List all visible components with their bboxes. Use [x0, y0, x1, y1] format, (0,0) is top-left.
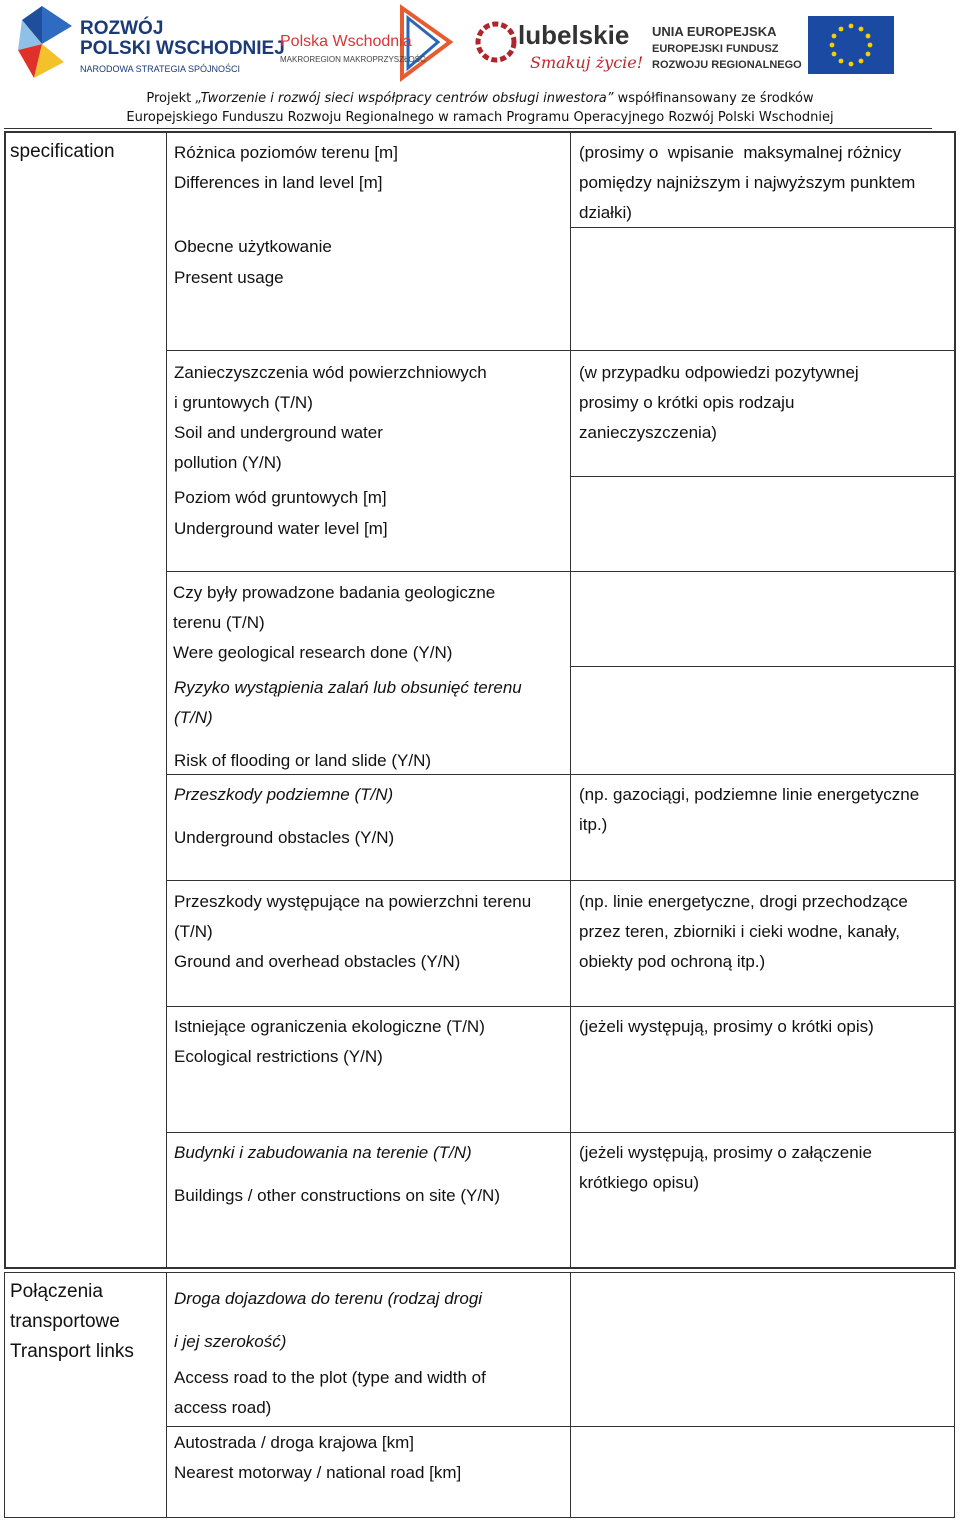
section-specification: specification — [10, 141, 115, 162]
row-water-level-en: Underground water level [m] — [174, 519, 388, 538]
row-flood-en: Risk of flooding or land slide (Y/N) — [174, 751, 432, 770]
row-level-diff-pl: Różnica poziomów terenu [m] — [174, 143, 398, 162]
row-access-road-en: Access road to the plot (type and width of access road) — [174, 1368, 486, 1417]
ue-line2: EUROPEJSKI FUNDUSZ — [652, 43, 779, 55]
row-access-road-pl: Droga dojazdowa do terenu (rodzaj drogi i jej szerokość) — [174, 1289, 483, 1351]
row-geology: Czy były prowadzone badania geologiczne terenu (T/N) Were geological research done (Y/N) — [173, 583, 496, 662]
row-surface-obstacles: Przeszkody występujące na powierzchni terenu (T/N) Ground and overhead obstacles (Y/N) — [174, 892, 532, 971]
project-line-2: Europejskiego Funduszu Rozwoju Regionalnego w ramach Programu Operacyjnego Rozwój Polski Wschodniej — [126, 110, 834, 125]
row-buildings-pl: Budynki i zabudowania na terenie (T/N) — [174, 1143, 472, 1162]
lubelskie-title: lubelskie — [518, 20, 630, 50]
row-underground-obstacles-note: (np. gazociągi, podziemne linie energetyczne itp.) — [579, 785, 920, 834]
row-water-level-pl: Poziom wód gruntowych [m] — [174, 488, 387, 507]
row-pollution: Zanieczyszczenia wód powierzchniowych i gruntowych (T/N) Soil and underground water pollution (Y/N) — [174, 363, 487, 472]
row-usage-en: Present usage — [174, 268, 284, 287]
unia-europejska-logo — [648, 6, 898, 80]
pw-subtitle: MAKROREGION MAKROPRZYSZŁOŚĆ — [280, 55, 426, 64]
row-underground-obstacles-pl: Przeszkody podziemne (T/N) — [174, 785, 394, 804]
row-buildings-note: (jeżeli występują, prosimy o załączenie krótkiego opisu) — [579, 1143, 872, 1192]
row-pollution-note: (w przypadku odpowiedzi pozytywnej prosimy o krótki opis rodzaju zanieczyszczenia) — [579, 363, 859, 442]
row-usage-pl: Obecne użytkowanie — [174, 237, 332, 256]
row-buildings-en: Buildings / other constructions on site (Y/N) — [174, 1186, 500, 1205]
rpw-subtitle: NARODOWA STRATEGIA SPÓJNOŚCI — [80, 64, 241, 74]
row-level-diff-note: (prosimy o wpisanie maksymalnej różnicy pomiędzy najniższym i najwyższym punktem działki) — [579, 143, 916, 222]
rpw-title: ROZWÓJ POLSKI WSCHODNIEJ — [80, 18, 285, 59]
section-transport: Połączenia transportowe Transport links — [10, 1281, 134, 1362]
rozwoj-polski-wschodniej-logo — [14, 6, 285, 80]
row-flood-pl: Ryzyko wystąpienia zalań lub obsunięć terenu (T/N) — [174, 678, 522, 727]
polska-wschodnia-logo — [278, 6, 458, 80]
lubelskie-logo — [476, 6, 644, 80]
lubelskie-slogan: Smakuj życie! — [530, 53, 644, 72]
pw-title: Polska Wschodnia — [280, 33, 412, 50]
header-logos — [0, 0, 960, 88]
ue-title: UNIA EUROPEJSKA — [652, 24, 777, 39]
row-level-diff-en: Differences in land level [m] — [174, 173, 383, 192]
row-underground-obstacles-en: Underground obstacles (Y/N) — [174, 828, 395, 847]
row-ecological: Istniejące ograniczenia ekologiczne (T/N) Ecological restrictions (Y/N) — [174, 1017, 485, 1066]
row-motorway: Autostrada / droga krajowa [km] Nearest motorway / national road [km] — [174, 1433, 462, 1482]
project-line-1: Projekt „Tworzenie i rozwój sieci współpracy centrów obsługi inwestora” współfinansowany ze środków — [146, 91, 814, 106]
ue-line3: ROZWOJU REGIONALNEGO — [652, 59, 802, 71]
row-ecological-note: (jeżeli występują, prosimy o krótki opis) — [579, 1017, 874, 1036]
header-separator — [4, 128, 932, 129]
row-surface-obstacles-note: (np. linie energetyczne, drogi przechodzące przez teren, zbiorniki i cieki wodne, kanały, obiekty pod ochroną itp.) — [579, 892, 908, 971]
